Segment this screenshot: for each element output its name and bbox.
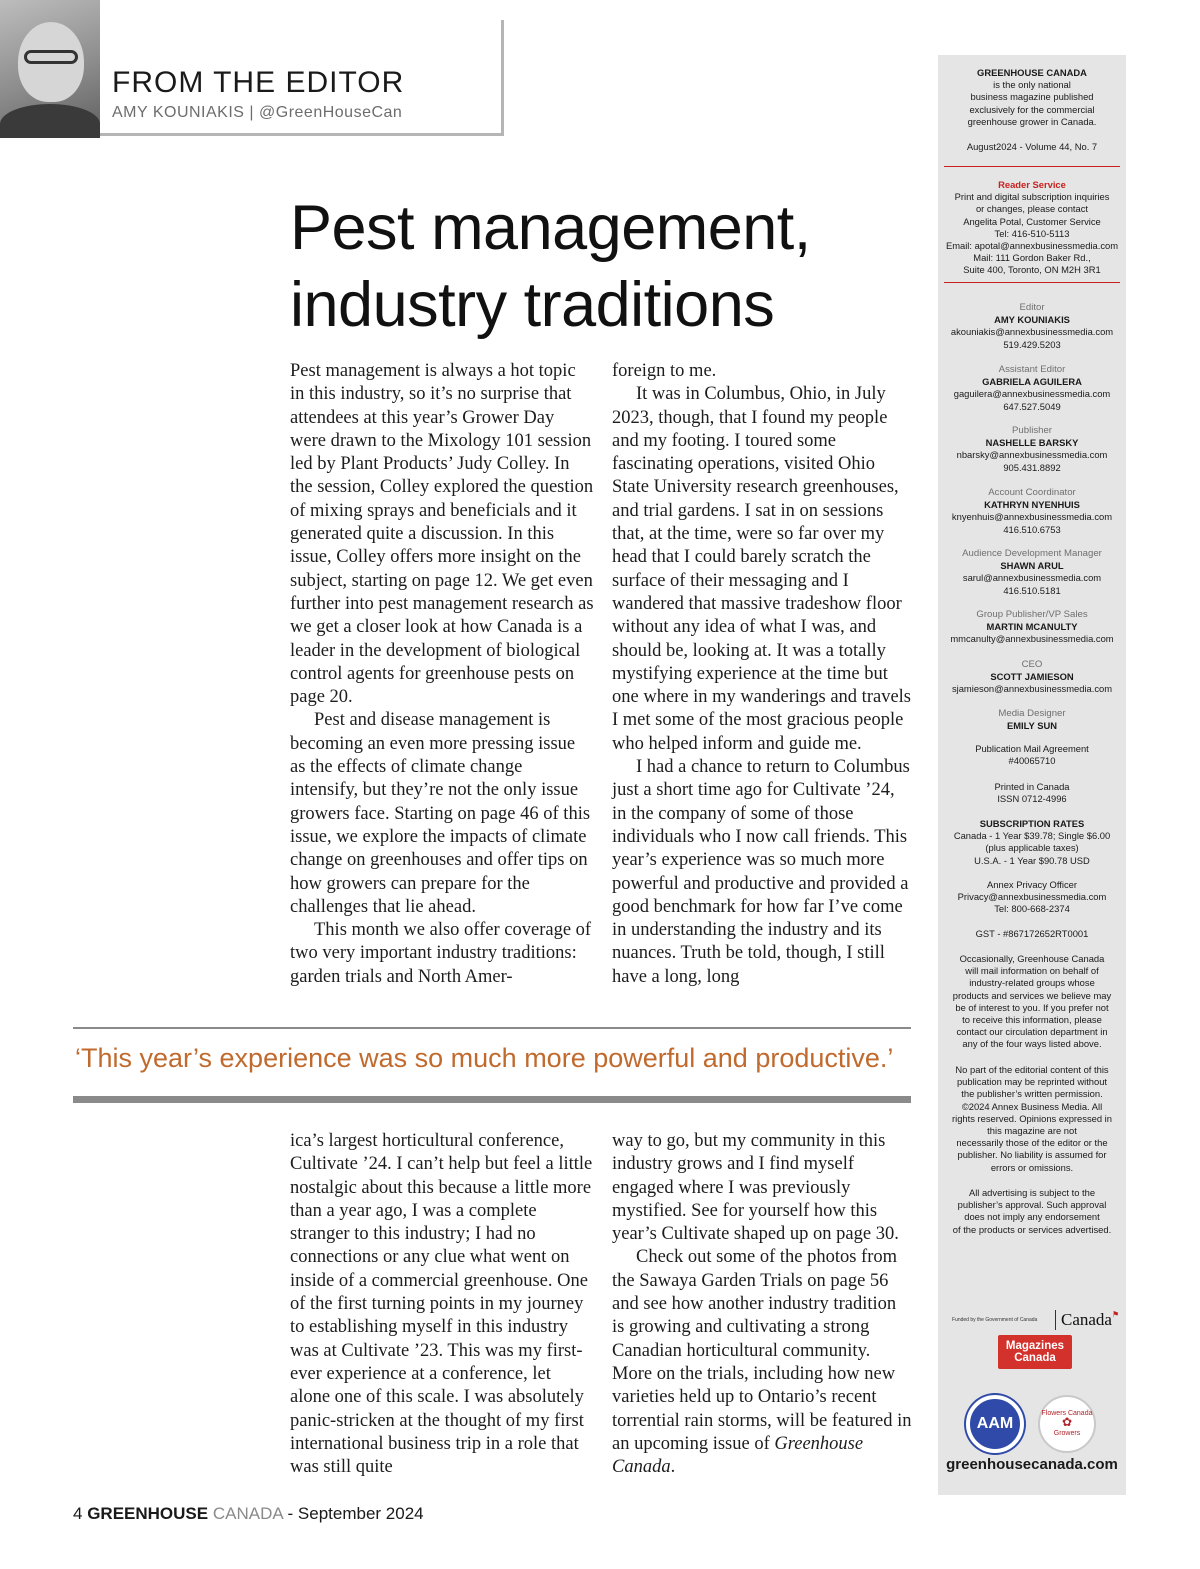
staff-publisher — [938, 424, 1126, 474]
printed-line: Printed in Canada — [994, 781, 1070, 792]
staff-name: EMILY SUN — [1006, 720, 1057, 732]
headline-line-2: industry traditions — [290, 270, 775, 341]
paragraph: way to go, but my community in this industry grows and I find myself engaged where I was previously mystified. See for yourself how this year’s Cultivate shaped up on page 30. — [612, 1131, 899, 1245]
masthead-intro — [938, 67, 1126, 128]
section-title: FROM THE EDITOR — [112, 66, 405, 99]
staff-role: CEO — [1021, 659, 1043, 670]
masthead-intro-line: is the only national — [993, 79, 1071, 91]
masthead-sidebar — [938, 55, 1126, 1495]
reader-service-heading: Reader Service — [998, 179, 1066, 190]
reader-service-line: or changes, please contact — [975, 203, 1089, 215]
pull-quote-rule-bottom — [73, 1096, 911, 1103]
mailing-notice — [938, 953, 1126, 1051]
body-column-2 — [612, 360, 912, 989]
staff-phone: 647.527.5049 — [1003, 400, 1061, 412]
masthead-intro-line: exclusively for the commercial — [969, 103, 1095, 115]
paragraph-end: . — [670, 1457, 676, 1478]
staff-name: SCOTT JAMIESON — [990, 671, 1074, 683]
rose-icon: ✿ — [1061, 1415, 1073, 1429]
staff-phone: 519.429.5203 — [1003, 338, 1061, 350]
staff-name: NASHELLE BARSKY — [985, 437, 1079, 449]
paragraph — [612, 1246, 912, 1479]
reader-service-line: Angelita Potal, Customer Service — [963, 215, 1101, 227]
staff-name: SHAWN ARUL — [1000, 560, 1064, 572]
rights-line: necessarily those of the editor or the — [956, 1137, 1108, 1149]
staff-media-designer — [938, 707, 1126, 732]
notice-line: to receive this information, please — [962, 1014, 1102, 1026]
staff-name: KATHRYN NYENHUIS — [984, 499, 1080, 511]
magazines-canada-logo — [998, 1335, 1072, 1369]
staff-email: nbarsky@annexbusinessmedia.com — [956, 449, 1108, 461]
mail-agreement-line: Publication Mail Agreement — [975, 743, 1089, 754]
funded-text: Funded by the Government of Canada — [952, 1317, 1038, 1323]
footer-publication: GREENHOUSE — [87, 1504, 209, 1523]
subscription-line: Canada - 1 Year $39.78; Single $6.00 — [953, 830, 1111, 842]
editor-glasses — [24, 50, 78, 64]
paragraph-text: Check out some of the photos from the Sawaya Garden Trials on page 56 and see how another industry tradition is growing and cultivating a strong Canadian horticultural community. More on the trials, including how new varieties held up to Ontario’s recent torrential rain storms, will be featured in an upcoming issue of — [612, 1247, 912, 1454]
staff-account-coordinator — [938, 486, 1126, 536]
mail-agreement — [938, 743, 1126, 767]
staff-name: GABRIELA AGUILERA — [982, 376, 1082, 388]
rights-line: publisher. No liability is assumed for — [957, 1149, 1107, 1161]
staff-audience-development — [938, 547, 1126, 597]
seal-text: Growers — [1053, 1430, 1081, 1437]
masthead-divider — [944, 166, 1120, 167]
staff-name: MARTIN MCANULTY — [986, 621, 1078, 633]
privacy-line: Privacy@annexbusinessmedia.com — [957, 891, 1107, 903]
staff-role: Editor — [1019, 302, 1045, 313]
staff-group-publisher — [938, 608, 1126, 646]
staff-phone: 416.510.6753 — [1003, 523, 1061, 535]
privacy-line: Annex Privacy Officer — [987, 879, 1077, 890]
staff-assistant-editor — [938, 363, 1126, 413]
rights-line: the publisher’s written permission. — [961, 1088, 1103, 1100]
paragraph: Pest and disease management is becoming an even more pressing issue as the effects of climate change intensify, but they’re not the only issue growers face. Starting on page 46 of this issue, we explore the impacts of climate change on greenhouses and offer tips on how growers can prepare for the challenges that lie ahead. — [290, 710, 591, 917]
canada-flag-icon: ⚑ — [1112, 1310, 1120, 1319]
staff-ceo — [938, 658, 1126, 696]
subscription-line: (plus applicable taxes) — [985, 842, 1079, 854]
paragraph: Pest management is always a hot topic in this industry, so it’s no surprise that attendees at this year’s Grower Day were drawn to the Mixology 101 session led by Plant Products’ Judy Colley. In the session, Colley explored the question of mixing sprays and beneficials and it generated quite a discussion. In this issue, Colley offers more insight on the subject, starting on page 12. We get even further into pest management research as we get a closer look at how Canada is a leader in the development of biological control agents for greenhouse pests on page 20. — [290, 361, 594, 708]
advertising-line: All advertising is subject to the — [968, 1187, 1096, 1198]
reader-service-line: Tel: 416-510-5113 — [994, 227, 1070, 239]
masthead-divider — [944, 282, 1120, 283]
website-url[interactable]: greenhousecanada.com — [946, 1456, 1118, 1473]
page-footer — [73, 1504, 424, 1524]
notice-line: products and services we believe may — [952, 989, 1112, 1001]
editor-photo — [0, 0, 100, 138]
subscription-rates — [938, 818, 1126, 867]
printed-line: ISSN 0712-4996 — [997, 793, 1067, 805]
staff-email: sjamieson@annexbusinessmedia.com — [951, 683, 1113, 695]
subscription-heading: SUBSCRIPTION RATES — [979, 818, 1085, 829]
rights-line: this magazine are not — [987, 1125, 1077, 1137]
staff-role: Account Coordinator — [988, 487, 1076, 498]
masthead-name: GREENHOUSE CANADA — [977, 67, 1087, 78]
rights-line: errors or omissions. — [990, 1161, 1074, 1173]
staff-role: Assistant Editor — [998, 364, 1066, 375]
paragraph: I had a chance to return to Columbus just a short time ago for Cultivate ’24, in the company of some of those individuals who I now call friends. This year’s experience was so much more powerful and productive and provided a good benchmark for how far I’ve come in understanding the industry and its nuances. Truth be told, though, I still have a long, long — [612, 757, 910, 987]
rights-line: No part of the editorial content of this — [955, 1064, 1109, 1075]
gst-number: GST - #867172652RT0001 — [975, 928, 1089, 939]
canada-wordmark: Canada — [1061, 1310, 1112, 1329]
issue-info: August2024 - Volume 44, No. 7 — [966, 141, 1098, 152]
seal-text: AAM — [976, 1415, 1014, 1432]
staff-editor — [938, 301, 1126, 351]
footer-date: - September 2024 — [287, 1504, 424, 1523]
paragraph: ica’s largest horticultural conference, Cultivate ’24. I can’t help but feel a little nostalgic about this because a little more than a year ago, I was a complete stranger to this industry; I had no connections or any clue what went on inside of a commercial greenhouse. One of the first turning points in my journey to establishing myself in this industry was at Cultivate ’23. This was my first-ever experience at a conference, let alone one of this scale. I was absolutely panic-stricken at the thought of my first international business trip in a role that was still quite — [290, 1131, 593, 1478]
notice-line: Occasionally, Greenhouse Canada — [959, 953, 1105, 964]
staff-role: Group Publisher/VP Sales — [976, 609, 1088, 620]
staff-phone: 416.510.5181 — [1003, 584, 1061, 596]
staff-phone: 905.431.8892 — [1003, 461, 1061, 473]
staff-email: sarul@annexbusinessmedia.com — [962, 572, 1102, 584]
masthead-intro-line: business magazine published — [970, 91, 1094, 103]
advertising-line: of the products or services advertised. — [952, 1223, 1112, 1235]
staff-role: Media Designer — [998, 708, 1066, 719]
body-column-4 — [612, 1130, 912, 1479]
advertising-notice — [938, 1187, 1126, 1236]
publication-name: Greenhouse Canada — [612, 1433, 864, 1478]
editor-shoulders — [0, 104, 100, 138]
privacy-officer — [938, 879, 1126, 916]
reader-service-line: Print and digital subscription inquiries — [954, 191, 1110, 203]
notice-line: be of interest to you. If you prefer not — [955, 1001, 1109, 1013]
advertising-line: publisher’s approval. Such approval — [957, 1199, 1107, 1211]
rights-line: rights reserved. Opinions expressed in — [952, 1112, 1112, 1124]
mail-agreement-line: #40065710 — [1008, 755, 1056, 767]
logo-text: Canada — [1014, 1352, 1056, 1364]
staff-email: mmcanulty@annexbusinessmedia.com — [950, 633, 1114, 645]
paragraph: It was in Columbus, Ohio, in July 2023, though, that I found my people and my footing. I toured some fascinating operations, visited Ohio State University research greenhouses, and trial gardens. I sat in on sessions that, at the time, were so far over my head that I could barely scratch the surface of their messaging and I wandered that massive tradeshow floor without any idea of what I was, and should be, looking at. It was a totally mystifying experience at the time but one where in my wanderings and travels I met some of the most gracious people who helped inform and guide me. — [612, 384, 911, 754]
staff-name: AMY KOUNIAKIS — [994, 314, 1070, 326]
body-column-3 — [290, 1130, 594, 1479]
notice-line: will mail information on behalf of — [965, 965, 1099, 977]
aam-seal-icon — [966, 1395, 1024, 1453]
editor-byline: AMY KOUNIAKIS | @GreenHouseCan — [112, 104, 403, 121]
reader-service-line: Email: apotal@annexbusinessmedia.com — [945, 240, 1119, 252]
headline-line-1: Pest management, — [290, 193, 811, 263]
masthead-intro-line: greenhouse grower in Canada. — [967, 115, 1097, 127]
staff-role: Audience Development Manager — [962, 548, 1102, 559]
paragraph: This month we also offer coverage of two very important industry traditions: garden trials and North Amer- — [290, 920, 592, 987]
pull-quote-rule-top — [73, 1027, 911, 1029]
rights-line: publication may be reprinted without — [956, 1076, 1108, 1088]
subscription-line: U.S.A. - 1 Year $90.78 USD — [974, 854, 1090, 866]
rights-line: ©2024 Annex Business Media. All — [961, 1100, 1103, 1112]
reader-service-line: Suite 400, Toronto, ON M2H 3R1 — [963, 264, 1101, 276]
logo-divider — [1055, 1310, 1056, 1330]
notice-line: industry-related groups whose — [969, 977, 1095, 989]
printed-info — [938, 781, 1126, 805]
staff-email: knyenhuis@annexbusinessmedia.com — [951, 511, 1113, 523]
paragraph: foreign to me. — [612, 361, 717, 381]
reader-service — [938, 179, 1126, 277]
staff-role: Publisher — [1012, 425, 1052, 436]
seal-text: Flowers Canada — [1041, 1410, 1093, 1417]
body-column-1 — [290, 360, 594, 989]
staff-email: gaguilera@annexbusinessmedia.com — [953, 388, 1111, 400]
logo-text: Magazines — [1005, 1340, 1065, 1352]
footer-publication-canada: CANADA — [212, 1504, 283, 1523]
pull-quote: ‘This year’s experience was so much more powerful and productive.’ — [75, 1043, 894, 1073]
headline — [290, 190, 910, 345]
flowers-canada-seal-icon — [1038, 1395, 1096, 1453]
page-number: 4 — [73, 1504, 83, 1523]
notice-line: any of the four ways listed above. — [962, 1038, 1102, 1050]
advertising-line: does not imply any endorsement — [964, 1211, 1100, 1223]
notice-line: contact our circulation department in — [956, 1026, 1108, 1038]
funded-by-canada-logo — [948, 1310, 1120, 1332]
staff-email: akouniakis@annexbusinessmedia.com — [950, 326, 1114, 338]
rights-notice — [938, 1064, 1126, 1174]
reader-service-line: Mail: 111 Gordon Baker Rd., — [973, 252, 1091, 264]
privacy-line: Tel: 800-668-2374 — [994, 903, 1070, 915]
